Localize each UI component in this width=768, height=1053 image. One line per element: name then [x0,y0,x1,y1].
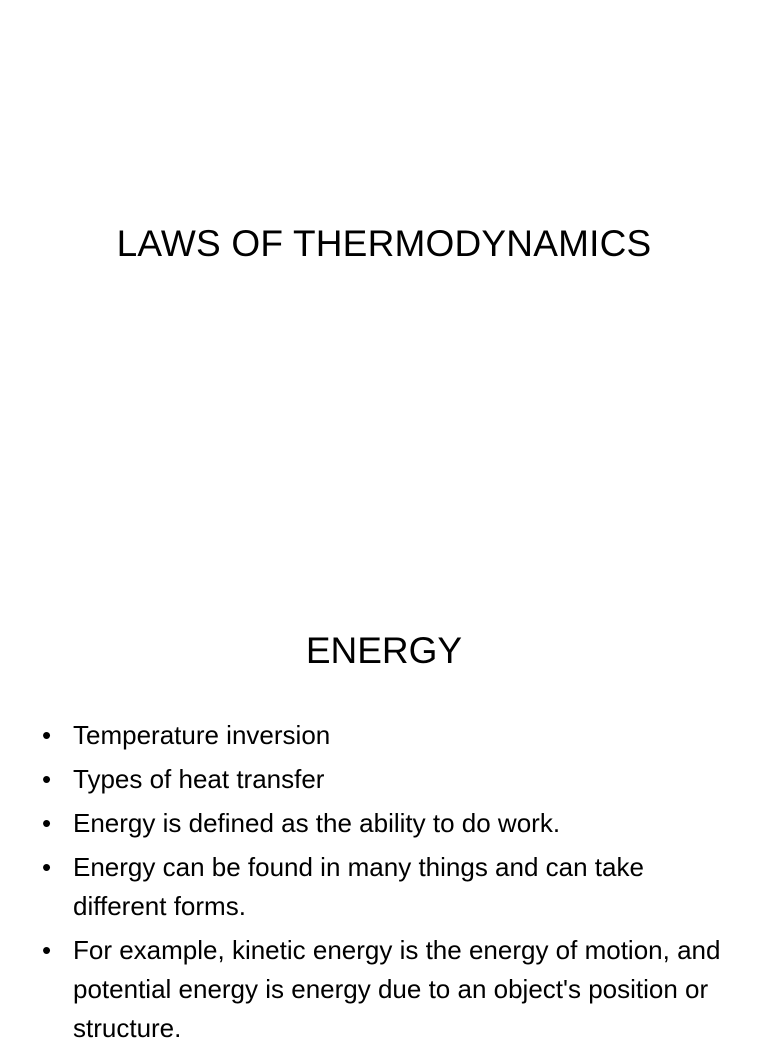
bullet-item [42,931,732,1048]
bullet-item [42,760,732,799]
bullet-text: Temperature inversion [73,720,331,750]
bullet-icon: • [42,764,52,794]
bullet-item [42,804,732,843]
bullet-text: Energy is defined as the ability to do work. [73,808,561,838]
slide-title: ENERGY [305,630,463,671]
bullet-item [42,716,732,755]
bullet-icon: • [42,808,52,838]
bullet-icon: • [42,852,52,882]
bullet-text: For example, kinetic energy is the energy of motion, and potential energy is energy due to an object's position or structure. [73,935,721,1043]
bullet-text: Energy can be found in many things and can take different forms. [73,852,644,921]
slide-title: LAWS OF THERMODYNAMICS [116,223,652,264]
bullet-text: Types of heat transfer [73,764,325,794]
slide-2 [0,576,768,1043]
bullet-list [42,716,732,1053]
bullet-item [42,848,732,926]
bullet-icon: • [42,720,52,750]
bullet-icon: • [42,935,52,965]
